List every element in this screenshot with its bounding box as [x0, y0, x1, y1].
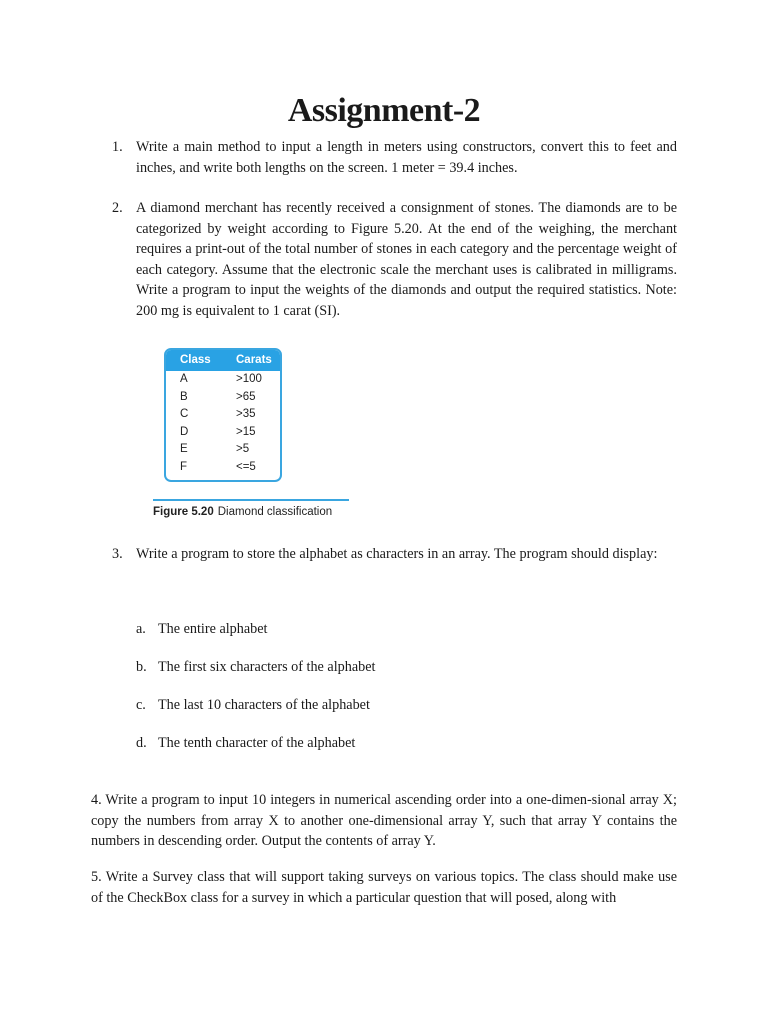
table-row — [166, 406, 280, 424]
table-row — [166, 459, 280, 477]
list-item-letter: c. — [136, 697, 146, 713]
table-row — [166, 389, 280, 407]
list-item-letter: b. — [136, 659, 147, 675]
list-item-text: The tenth character of the alphabet — [158, 735, 356, 751]
list-item-text: The entire alphabet — [158, 621, 268, 637]
figure-caption-label: Figure 5.20 — [153, 506, 214, 518]
class-cell: A — [180, 373, 188, 385]
carats-cell: >35 — [236, 408, 256, 421]
table-row — [166, 424, 280, 442]
list-item-letter: a. — [136, 621, 146, 637]
question-text: 5. Write a Survey class that will support taking surveys on various topics. The class should make use of the CheckBox class for a survey in which a particular question that will posed, along with — [91, 869, 677, 906]
page-title: Assignment-2 — [287, 92, 481, 129]
table-header — [166, 350, 280, 371]
class-cell: C — [180, 408, 189, 421]
question-number: 2. — [112, 200, 123, 216]
diamond-classification-table — [164, 348, 282, 482]
list-item — [136, 619, 268, 639]
question-number: 1. — [112, 139, 123, 155]
column-header-class: Class — [180, 354, 211, 366]
class-cell: D — [180, 425, 189, 438]
list-item-text: The first six characters of the alphabet — [158, 659, 376, 675]
table-row — [166, 441, 280, 459]
carats-cell: >15 — [236, 425, 256, 438]
list-item — [136, 695, 370, 715]
question-number: 3. — [112, 546, 123, 562]
question-text: A diamond merchant has recently received a consignment of stones. The diamonds are to be categorized by weight according to Figure 5.20. At the end of the weighing, the merchant requires a print-out of the total number of stones in each category and the percentage weight of each category. Assume that the electronic scale the merchant uses is calibrated in milligrams. Write a program to input the weights of the diamonds and output the required statistics. Note: 200 mg is equivalent to 1 carat (SI). — [136, 200, 677, 319]
carats-cell: >5 — [236, 443, 250, 456]
figure-caption-text: Diamond classification — [217, 506, 333, 518]
question-text: 4. Write a program to input 10 integers in numerical ascending order into a one-dimen-sional array X; copy the numbers from array X to another one-dimensional array Y, such that array Y contains the numbers in descending order. Output the contents of array Y. — [91, 792, 677, 849]
list-item — [136, 733, 355, 753]
class-cell: B — [180, 390, 188, 403]
list-item-text: The last 10 characters of the alphabet — [158, 697, 370, 713]
column-header-carats: Carats — [236, 354, 272, 366]
class-cell: E — [180, 443, 188, 456]
list-item — [136, 657, 375, 677]
figure-caption — [153, 506, 332, 518]
carats-cell: >65 — [236, 390, 256, 403]
class-cell: F — [180, 460, 188, 473]
carats-cell: <=5 — [236, 460, 256, 473]
question-text: Write a program to store the alphabet as characters in an array. The program should display: — [136, 546, 658, 562]
list-item-letter: d. — [136, 735, 147, 751]
question-text: Write a main method to input a length in meters using constructors, convert this to feet and inches, and write both lengths on the screen. 1 meter = 39.4 inches. — [136, 139, 677, 176]
carats-cell: >100 — [236, 373, 262, 385]
table-row — [166, 371, 280, 389]
figure-caption-rule — [153, 499, 349, 501]
